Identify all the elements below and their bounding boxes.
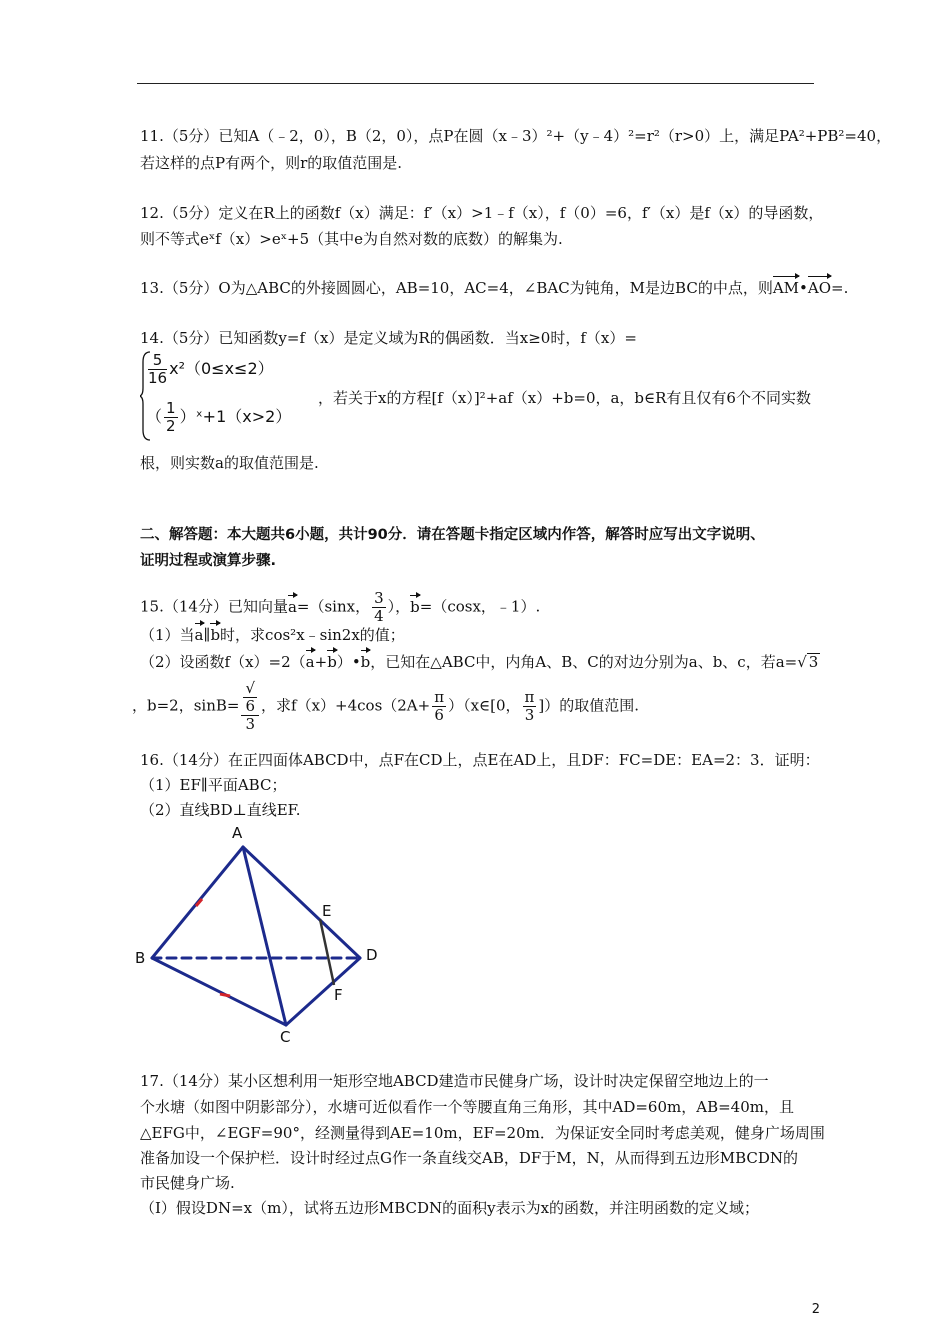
q12-line1: 12.（5分）定义在R上的函数f（x）满足：f′（x）>1﹣f（x），f（0）=6，f′（x）是f（x）的导函数， — [140, 204, 824, 222]
page-number: 2 — [811, 1302, 820, 1317]
q13-vector-am: AM — [772, 279, 800, 297]
q15-p1-vector-b: b — [210, 626, 221, 644]
q16-line1: 16.（14分）在正四面体ABCD中，点F在CD上，点E在AD上，且DF：FC=DE：EA=2：3．证明： — [140, 751, 820, 769]
q15-vector-a: a — [287, 597, 297, 616]
edge-ac — [243, 847, 286, 1025]
q14-piece1-fraction: $\frac{5}{16}$ — [148, 351, 168, 387]
q17-line1: 17.（14分）某小区想利用一矩形空地ABCD建造市民健身广场，设计时决定保留空地边上的一 — [140, 1072, 769, 1090]
q13-line — [140, 280, 848, 296]
q13-tail: =. — [831, 279, 849, 297]
q12-line2: 则不等式eˣf（x）>eˣ+5（其中e为自然对数的底数）的解集为. — [140, 230, 563, 248]
q15-part1: （1）当a∥b时，求cos²x﹣sin2x的值； — [140, 626, 405, 644]
q15-p2-vector-b2: b — [360, 653, 371, 671]
q11-line2: 若这样的点P有两个，则r的取值范围是. — [140, 154, 403, 172]
q17-line6: （Ⅰ）假设DN=x（m），试将五边形MBCDN的面积y表示为x的函数，并注明函数的定义域； — [140, 1199, 760, 1217]
label-f: F — [334, 986, 343, 1004]
q14-condition: ，若关于x的方程[f（x）]²+af（x）+b=0，a，b∈R有且仅有6个不同实数 — [318, 389, 811, 407]
q15-fraction-3-4: $\frac{3}{4}$ — [374, 589, 384, 625]
q14-line3: 根，则实数a的取值范围是. — [140, 454, 319, 472]
q15-sqrt3: 3 — [808, 653, 819, 671]
tetrahedron-figure — [128, 820, 388, 1045]
q13-text: 13.（5分）O为△ABC的外接圆圆心，AB=10，AC=4，∠BAC为钝角，M是边BC的中点，则 — [140, 279, 773, 297]
q15-fraction-pi-6: $\frac{\pi}{6}$ — [434, 688, 445, 724]
q15-p1-vector-a: a — [194, 626, 204, 644]
q14-piece2-expr: ˣ+1（x>2） — [195, 407, 292, 426]
q13-dot: • — [799, 279, 808, 297]
q15-fraction-pi-3: $\frac{\pi}{3}$ — [524, 688, 535, 724]
label-b: B — [135, 949, 146, 967]
tick-mark-bc — [220, 994, 230, 996]
section2-heading-line2: 证明过程或演算步骤. — [140, 553, 277, 569]
q17-line5: 市民健身广场. — [140, 1174, 235, 1192]
q16-line3: （2）直线BD⊥直线EF. — [140, 801, 301, 819]
q14-piece1 — [146, 352, 274, 387]
label-a: A — [232, 824, 243, 842]
edge-cd — [286, 958, 360, 1025]
edge-ad — [243, 847, 360, 958]
q14-piece2-fraction: $\frac{1}{2}$ — [166, 399, 176, 435]
q17-line3: △EFG中，∠EGF=90°，经测量得到AE=10m，EF=20m．为保证安全同时考虑美观，健身广场周围 — [140, 1124, 825, 1142]
tetrahedron-edges — [152, 847, 360, 1025]
q13-vector-ao: AO — [807, 279, 832, 297]
label-c: C — [280, 1028, 291, 1045]
label-e: E — [322, 902, 332, 920]
segment-ef — [320, 919, 334, 985]
edge-bc — [152, 958, 286, 1025]
q16-line2: （1）EF∥平面ABC； — [140, 776, 287, 794]
q15-fraction-sqrt6-3: √ 6 3 — [241, 680, 259, 733]
q15-part2: （2）设函数f（x）=2（a+b）•b，已知在△ABC中，内角A、B、C的对边分别为a、b、c，若a=√ 3 — [140, 653, 819, 671]
q14-line1: 14.（5分）已知函数y=f（x）是定义域为R的偶函数．当x≥0时，f（x）= — [140, 329, 637, 347]
label-d: D — [366, 946, 378, 964]
q15-stem: 15.（14分）已知向量a=（sinx， $\frac{3}{4}$ ），b=（cosx，﹣1）. — [140, 589, 541, 625]
header-rule — [137, 83, 814, 84]
q17-line4: 准备加设一个保护栏．设计时经过点G作一条直线交AB，DF于M，N，从而得到五边形MBCDN的 — [140, 1149, 799, 1167]
section2-heading-line1: 二、解答题：本大题共6小题，共计90分．请在答题卡指定区域内作答，解答时应写出文字说明、 — [140, 527, 765, 543]
q15-part2-cont: ，b=2，sinB= √ 6 3 ，求f（x）+4cos（2A+ $\frac{\pi}{6}$ ）（x∈[0， $\frac{\pi}{3}$ ]）的取值范围. — [132, 679, 640, 733]
q17-line2: 个水塘（如图中阴影部分），水塘可近似看作一个等腰直角三角形，其中AD=60m，AB=40m，且 — [140, 1098, 794, 1116]
q15-p2-vector-a: a — [305, 653, 315, 671]
q15-p2-vector-b: b — [327, 653, 337, 671]
q15-vector-b: b — [410, 597, 420, 616]
q11-line1: 11.（5分）已知A（﹣2，0），B（2，0），点P在圆（x﹣3）²+（y﹣4）²=r²（r>0）上，满足PA²+PB²=40， — [140, 127, 892, 145]
q14-piece1-expr: x²（0≤x≤2） — [169, 359, 274, 378]
q14-piece2: （ $\frac{1}{2}$ ）ˣ+1（x>2） — [146, 399, 292, 435]
